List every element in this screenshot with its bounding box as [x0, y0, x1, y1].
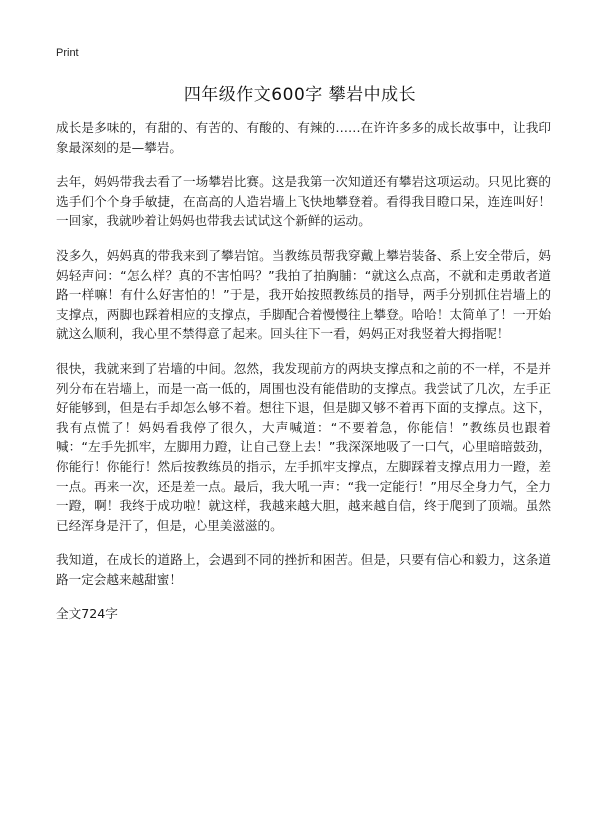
paragraph-5: 我知道，在成长的道路上，会遇到不同的挫折和困苦。但是，只要有信心和毅力，这条道路一定会越来越甜蜜！ — [56, 552, 551, 587]
article-body — [56, 118, 551, 639]
paragraph-1: 成长是多味的，有甜的、有苦的、有酸的、有辣的……在许许多多的成长故事中，让我印象最深刻的是—攀岩。 — [56, 120, 551, 155]
article-title: 四年级作文600字 攀岩中成长 — [183, 85, 417, 105]
paragraph-3: 没多久，妈妈真的带我来到了攀岩馆。当教练员帮我穿戴上攀岩装备、系上安全带后，妈妈轻声问：“怎么样？真的不害怕吗？”我拍了拍胸脯：“就这么点高，不就和走勇敢者道路一样嘛！有什么好害怕的！”于是，我开始按照教练员的指导，两手分别抓住岩墙上的支撑点，两脚也踩着相应的支撑点，手脚配合着慢慢往上攀登。哈哈！太简单了！一开始就这么顺利，我心里不禁得意了起来。回头往下一看，妈妈正对我竖着大拇指呢！ — [56, 247, 551, 342]
print-link[interactable]: Print — [56, 47, 79, 59]
paragraph-4: 很快，我就来到了岩墙的中间。忽然，我发现前方的两块支撑点和之前的不一样，不是并列分布在岩墙上，而是一高一低的，周围也没有能借助的支撑点。我尝试了几次，左手正好能够到，但是右手却怎么够不着。想往下退，但是脚又够不着再下面的支撑点。这下，我有点慌了！妈妈看我停了很久，大声喊道：“不要着急，你能信！”教练员也跟着喊：“左手先抓牢，左脚用力蹬，让自己登上去！”我深深地吸了一口气，心里暗暗鼓劲，你能行！你能行！然后按教练员的指示，左手抓牢支撑点，左脚踩着支撑点用力一蹬，差一点。再来一次，还是差一点。最后，我大吼一声：“我一定能行！”用尽全身力气，全力一蹬，啊！我终于成功啦！就这样，我越来越大胆，越来越自信，终于爬到了顶端。虽然已经浑身是汗了，但是，心里美滋滋的。 — [56, 360, 551, 533]
paragraph-2: 去年，妈妈带我去看了一场攀岩比赛。这是我第一次知道还有攀岩这项运动。只见比赛的选手们个个身手敏捷，在高高的人造岩墙上飞快地攀登着。看得我目瞪口呆，连连叫好！一回家，我就吵着让妈妈也带我去试试这个新鲜的运动。 — [56, 174, 551, 229]
word-count: 全文724字 — [56, 606, 118, 622]
